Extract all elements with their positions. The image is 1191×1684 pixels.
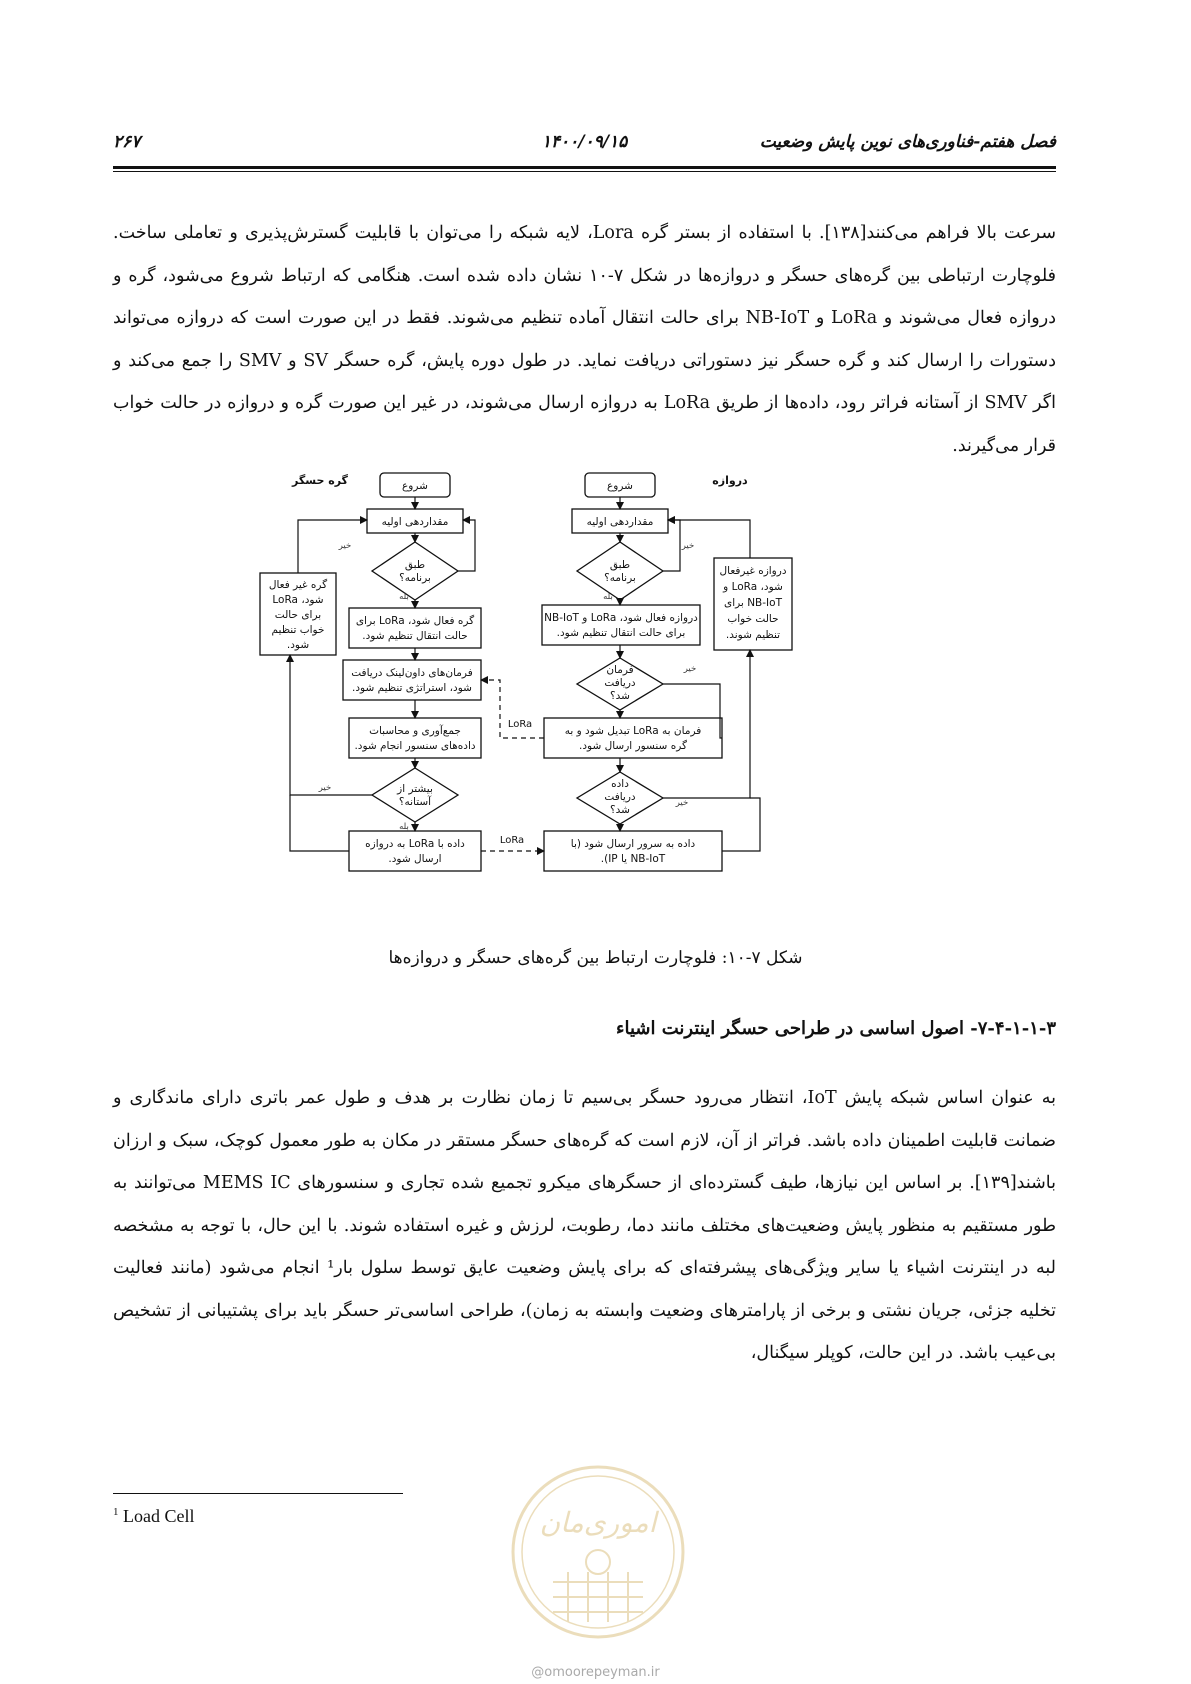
node-collect-line1: جمع‌آوری و محاسبات (369, 725, 461, 737)
section-heading: ۷-۴-۱-۱-۳- اصول اساسی در طراحی حسگر اینترنت اشیاء (616, 1018, 1056, 1039)
node-activate-box (349, 608, 481, 648)
gateway-activate-box (542, 605, 700, 645)
node-sleep-line3: برای حالت (274, 609, 322, 621)
gateway-activate-line1: دروازه فعال شود، LoRa و NB-IoT (544, 612, 698, 624)
header-rule-thick (113, 166, 1056, 169)
node-decision1-shape (372, 542, 458, 600)
node-sleep-line5: شود. (286, 639, 310, 651)
gateway-server-box (544, 831, 722, 871)
node-downlink-box (343, 660, 481, 700)
node-decision1-line2: برنامه؟ (399, 572, 431, 584)
footnote-text: Load Cell (123, 1506, 195, 1526)
footnote (113, 1506, 194, 1527)
gateway-activate-line2: برای حالت انتقال تنظیم شود. (556, 627, 686, 639)
node-activate-line2: حالت انتقال تنظیم شود. (362, 630, 468, 642)
gateway-init-text: مقداردهی اولیه (586, 516, 654, 528)
node-no-label-2: خیر (318, 783, 332, 793)
node-sleep-line4: خواب تنظیم (271, 624, 325, 636)
gateway-sleep-line4: حالت خواب (727, 613, 779, 625)
node-downlink-line1: فرمان‌های داون‌لینک دریافت (351, 667, 473, 679)
gateway-no-label-1: خیر (681, 541, 695, 551)
flowchart-figure (250, 468, 870, 940)
footnote-rule (113, 1493, 403, 1494)
figure-caption: شکل ۷-۱۰: فلوچارت ارتباط بین گره‌های حسگر و دروازه‌ها (388, 948, 803, 968)
gateway-start-text: شروع (607, 480, 633, 492)
gateway-decision-cmd-line1: فرمان (606, 664, 634, 676)
gateway-decision-cmd-line3: شد؟ (610, 690, 630, 702)
gateway-convert-box (544, 718, 722, 758)
gateway-decision-data-line3: شد؟ (610, 804, 630, 816)
node-send-line1: داده با LoRa به دروازه (365, 838, 465, 850)
node-send-line2: ارسال شود. (388, 853, 442, 865)
watermark-url: @omoorepeyman.ir (531, 1665, 660, 1680)
gateway-decision1-shape (577, 542, 663, 600)
header-rule-thin (113, 171, 1056, 172)
gateway-decision1-line1: طبق (609, 559, 631, 571)
node-column-title: گره حسگر (292, 474, 348, 487)
node-sleep-line2: شود، LoRa (272, 594, 324, 606)
gateway-sleep-line2: شود، LoRa و (723, 581, 783, 593)
node-decision2-line2: آستانه؟ (398, 796, 432, 808)
gateway-sleep-line1: دروازه غیرفعال (719, 565, 787, 577)
node-downlink-line2: شود، استراتژی تنظیم شود. (352, 682, 472, 694)
gateway-convert-line1: فرمان به LoRa تبدیل شود و به (564, 725, 702, 737)
lora-link-label-2: LoRa (499, 835, 525, 846)
page-number: ۲۶۷ (113, 132, 141, 152)
gateway-no-label-3: خیر (675, 798, 689, 808)
gateway-yes-label-1: بله (603, 592, 613, 602)
node-decision1-line1: طبق (404, 559, 426, 571)
node-decision2-shape (372, 768, 458, 822)
node-sleep-line1: گره غیر فعال (268, 579, 328, 591)
node-start-text: شروع (402, 480, 428, 492)
node-collect-line2: داده‌های سنسور انجام شود. (354, 740, 476, 752)
lora-link-label-1: LoRa (507, 719, 533, 730)
gateway-sleep-line3: NB-IoT برای (724, 597, 782, 609)
node-activate-line1: گره فعال شود، LoRa برای (355, 615, 475, 627)
node-init-text: مقداردهی اولیه (381, 516, 449, 528)
paragraph-body: به عنوان اساس شبکه پایش IoT، انتظار می‌رود حسگر بی‌سیم تا زمان نظارت بر هدف و طول عمر باتری دارای ماندگاری و ضمانت قابلیت اطمینان داده باشد. فراتر از آن، لازم است که گره‌های حسگر مستقر در مکان به طور معمول کوچک، سبک و ارزان باشند[۱۳۹]. بر اساس این نیازها، طیف گسترده‌ای از حسگرهای میکرو تجمیع شده تجاری و سنسورهای MEMS IC می‌توانند به طور مستقیم به منظور پایش وضعیت‌های مختلف مانند دما، رطوبت، لرزش و غیره استفاده شوند. با این حال، با توجه به مشخصه لبه در اینترنت اشیاء یا سایر ویژگی‌های پیشرفته‌ای که برای پایش وضعیت عایق توسط سلول بار¹ انجام می‌شود (مانند فعالیت تخلیه جزئی، جریان نشتی و برخی از پارامترهای وضعیت وابسته به زمان)، طراحی اساسی‌تر حسگر باید برای پشتیبانی از تشخیص بی‌عیب باشد. در این حالت، کوپلر سیگنال، (113, 1088, 1057, 1363)
node-yes-label-2: بله (399, 822, 409, 832)
header-date: ۱۴۰۰/۰۹/۱۵ (541, 132, 628, 152)
node-decision2-line1: بیشتر از (397, 783, 433, 795)
gateway-server-line2: NB-IoT یا IP). (600, 853, 666, 865)
chapter-title: فصل هفتم-فناوری‌های نوین پایش وضعیت (759, 132, 1056, 152)
page-header (113, 132, 1056, 162)
gateway-sleep-line5: تنظیم شوند. (725, 629, 781, 641)
node-yes-label-1: بله (399, 592, 409, 602)
seal-logo-text: اموری‌مان (539, 1506, 657, 1539)
gateway-no-label-2: خیر (683, 664, 697, 674)
gateway-convert-line2: گره سنسور ارسال شود. (579, 740, 687, 752)
gateway-decision-data-line2: دریافت (604, 791, 636, 803)
footnote-marker: 1 (113, 1506, 119, 1518)
gateway-column-title: دروازه (712, 474, 748, 487)
gateway-decision-data-line1: داده (611, 778, 629, 790)
paragraph-intro: سرعت بالا فراهم می‌کنند[۱۳۸]. با استفاده از بستر گره Lora، لایه شبکه را می‌توان با قابلیت گسترش‌پذیری و تعاملی ساخت. فلوچارت ارتباطی بین گره‌های حسگر و دروازه‌ها در شکل ۷-۱۰ نشان داده شده است. هنگامی که ارتباط شروع می‌شود، گره و دروازه فعال می‌شوند و LoRa و NB-IoT برای حالت انتقال آماده تنظیم می‌شوند. فقط در این صورت است که دروازه می‌تواند دستورات را ارسال کند و گره حسگر نیز دستوراتی دریافت نماید. در طول دوره پایش، گره حسگر SV و SMV را جمع می‌کند و اگر SMV از آستانه فراتر رود، داده‌ها از طریق LoRa به دروازه ارسال می‌شوند، در غیر این صورت گره و دروازه در حالت خواب قرار می‌گیرند. (113, 223, 1057, 456)
gateway-server-line1: داده به سرور ارسال شود (با (570, 838, 696, 850)
gateway-decision-cmd-line2: دریافت (604, 677, 636, 689)
publisher-seal-watermark (508, 1462, 688, 1642)
node-collect-box (349, 718, 481, 758)
node-no-label-1: خیر (338, 541, 352, 551)
gateway-decision1-line2: برنامه؟ (604, 572, 636, 584)
node-send-box (349, 831, 481, 871)
